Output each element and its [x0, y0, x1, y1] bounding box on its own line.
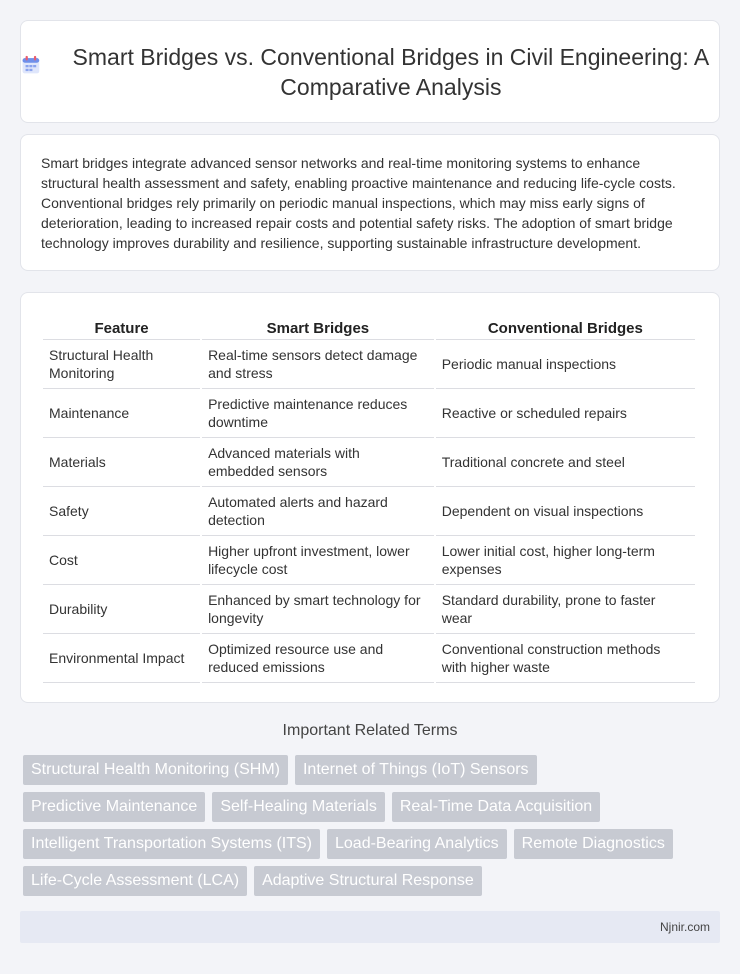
- cell-smart: Optimized resource use and reduced emissions: [202, 634, 434, 683]
- cell-feature: Maintenance: [43, 389, 200, 438]
- tag-self-healing-materials[interactable]: Self-Healing Materials: [212, 792, 385, 822]
- tag-predictive-maintenance[interactable]: Predictive Maintenance: [23, 792, 205, 822]
- cell-feature: Materials: [43, 438, 200, 487]
- calendar-icon: [21, 52, 41, 78]
- cell-feature: Safety: [43, 487, 200, 536]
- cell-smart: Automated alerts and hazard detection: [202, 487, 434, 536]
- table-row: [43, 585, 695, 634]
- comparison-table-card: [20, 292, 720, 703]
- title-card: [20, 20, 720, 123]
- tag-row: [23, 792, 723, 822]
- table-row: [43, 634, 695, 683]
- tag-shm[interactable]: Structural Health Monitoring (SHM): [23, 755, 288, 785]
- header-feature: Feature: [43, 311, 200, 340]
- page-title: Smart Bridges vs. Conventional Bridges in Civil Engineering: A Comparative Analysis: [72, 43, 710, 100]
- footer: [20, 911, 720, 943]
- cell-smart: Real-time sensors detect damage and stress: [202, 340, 434, 389]
- cell-feature: Environmental Impact: [43, 634, 200, 683]
- table-row: [43, 487, 695, 536]
- related-terms-tags: [23, 755, 723, 903]
- cell-conventional: Dependent on visual inspections: [436, 487, 695, 536]
- tag-iot-sensors[interactable]: Internet of Things (IoT) Sensors: [295, 755, 537, 785]
- table-header-row: [43, 311, 695, 340]
- cell-conventional: Standard durability, prone to faster wear: [436, 585, 695, 634]
- tag-real-time-data[interactable]: Real-Time Data Acquisition: [392, 792, 600, 822]
- tag-row: [23, 829, 723, 859]
- title-wrap: [21, 42, 719, 102]
- table-row: [43, 536, 695, 585]
- summary-text: Smart bridges integrate advanced sensor networks and real-time monitoring systems to enhance structural health assessment and safety, enabling proactive maintenance and reducing life-cycle costs. Conventional bridges rely primarily on periodic manual inspections, which may miss early signs of deterioration, leading to increased repair costs and potential safety risks. The adoption of smart bridge technology improves durability and resilience, supporting sustainable infrastructure development.: [41, 155, 676, 251]
- cell-feature: Structural Health Monitoring: [43, 340, 200, 389]
- related-terms-title: Important Related Terms: [282, 722, 458, 739]
- table-row: [43, 389, 695, 438]
- table-row: [43, 438, 695, 487]
- header-smart-bridges: Smart Bridges: [202, 311, 434, 340]
- tag-row: [23, 866, 723, 896]
- tag-lca[interactable]: Life-Cycle Assessment (LCA): [23, 866, 247, 896]
- tag-load-bearing-analytics[interactable]: Load-Bearing Analytics: [327, 829, 507, 859]
- tag-remote-diagnostics[interactable]: Remote Diagnostics: [514, 829, 673, 859]
- cell-conventional: Periodic manual inspections: [436, 340, 695, 389]
- cell-conventional: Conventional construction methods with higher waste: [436, 634, 695, 683]
- footer-site[interactable]: Njnir.com: [659, 920, 710, 934]
- cell-smart: Enhanced by smart technology for longevity: [202, 585, 434, 634]
- cell-feature: Durability: [43, 585, 200, 634]
- header-conventional-bridges: Conventional Bridges: [436, 311, 695, 340]
- tag-adaptive-structural-response[interactable]: Adaptive Structural Response: [254, 866, 482, 896]
- cell-smart: Higher upfront investment, lower lifecycle cost: [202, 536, 434, 585]
- cell-conventional: Traditional concrete and steel: [436, 438, 695, 487]
- cell-smart: Predictive maintenance reduces downtime: [202, 389, 434, 438]
- cell-conventional: Lower initial cost, higher long-term expenses: [436, 536, 695, 585]
- comparison-table: [41, 311, 697, 683]
- summary-card: [20, 134, 720, 271]
- tag-row: [23, 755, 723, 785]
- table-row: [43, 340, 695, 389]
- cell-smart: Advanced materials with embedded sensors: [202, 438, 434, 487]
- cell-feature: Cost: [43, 536, 200, 585]
- cell-conventional: Reactive or scheduled repairs: [436, 389, 695, 438]
- tag-its[interactable]: Intelligent Transportation Systems (ITS): [23, 829, 320, 859]
